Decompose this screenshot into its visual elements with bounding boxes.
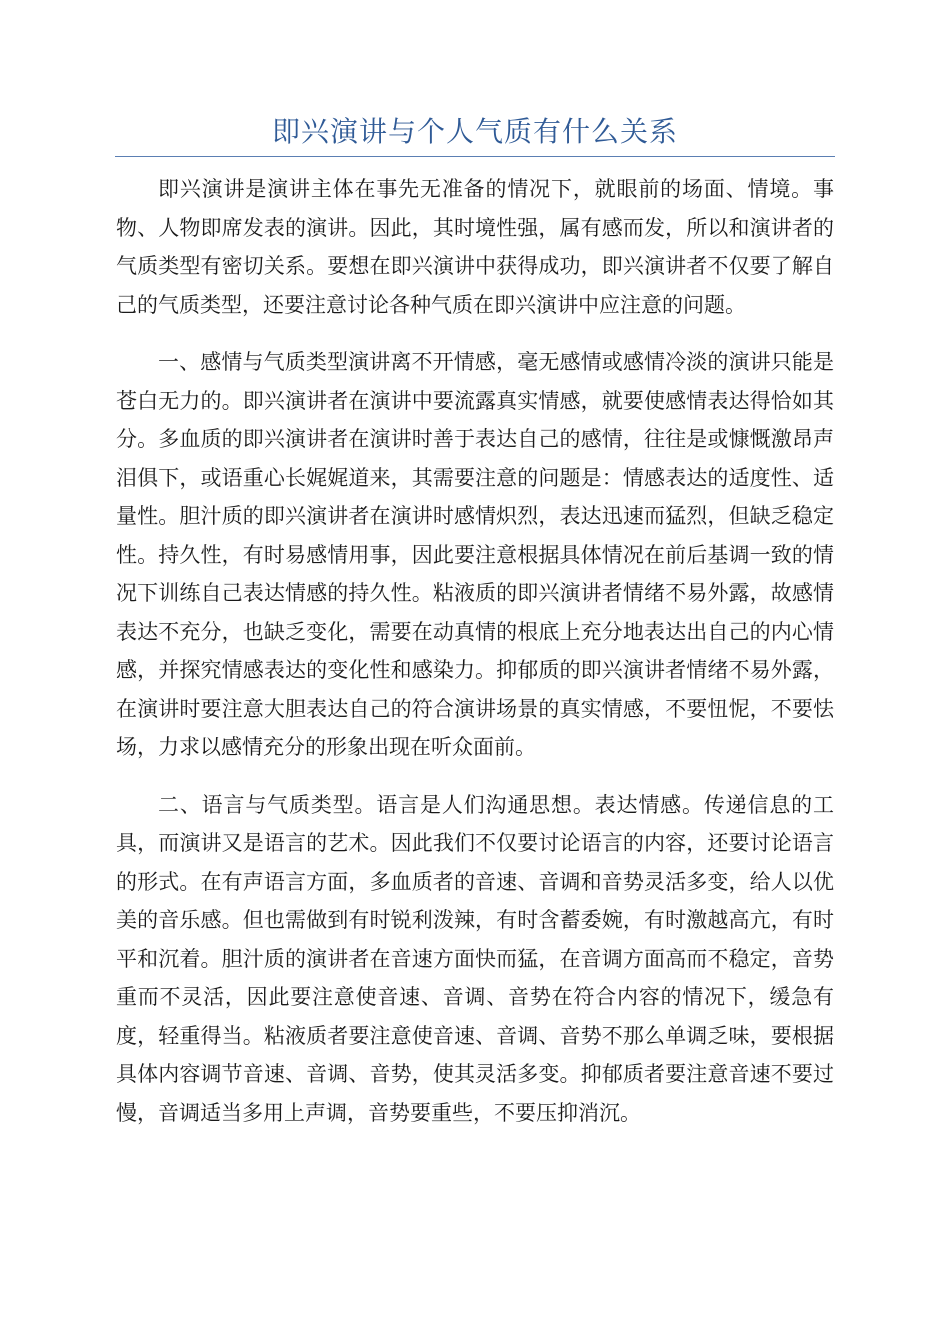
page-title: 即兴演讲与个人气质有什么关系 <box>271 115 678 148</box>
paragraph-emotion: 一、感情与气质类型演讲离不开情感，毫无感情或感情冷淡的演讲只能是苍白无力的。即兴演讲者在演讲中要流露真实情感，就要使感情表达得恰如其分。多血质的即兴演讲者在演讲时善于表达自己的感情，往往是或慷慨激昂声泪俱下，或语重心长娓娓道来，其需要注意的问题是：情感表达的适度性、适量性。胆汁质的即兴演讲者在演讲时感情炽烈，表达迅速而猛烈，但缺乏稳定性。持久性，有时易感情用事，因此要注意根据具体情况在前后基调一致的情况下训练自己表达情感的持久性。粘液质的即兴演讲者情绪不易外露，故感情表达不充分，也缺乏变化，需要在动真情的根底上充分地表达出自己的内心情感，并探究情感表达的变化性和感染力。抑郁质的即兴演讲者情绪不易外露，在演讲时要注意大胆表达自己的符合演讲场景的真实情感，不要忸怩，不要怯场，力求以感情充分的形象出现在听众面前。 <box>116 350 834 759</box>
title-bar <box>115 112 835 157</box>
document-body <box>116 170 834 1151</box>
paragraph-language: 二、语言与气质类型。语言是人们沟通思想。表达情感。传递信息的工具，而演讲又是语言的艺术。因此我们不仅要讨论语言的内容，还要讨论语言的形式。在有声语言方面，多血质者的音速、音调和音势灵活多变，给人以优美的音乐感。但也需做到有时锐利泼辣，有时含蓄委婉，有时激越高亢，有时平和沉着。胆汁质的演讲者在音速方面快而猛，在音调方面高而不稳定，音势重而不灵活，因此要注意使音速、音调、音势在符合内容的情况下，缓急有度，轻重得当。粘液质者要注意使音速、音调、音势不那么单调乏味，要根据具体内容调节音速、音调、音势，使其灵活多变。抑郁质者要注意音速不要过慢，音调适当多用上声调，音势要重些，不要压抑消沉。 <box>116 792 834 1125</box>
paragraph-intro: 即兴演讲是演讲主体在事先无准备的情况下，就眼前的场面、情境。事物、人物即席发表的演讲。因此，其时境性强，属有感而发，所以和演讲者的气质类型有密切关系。要想在即兴演讲中获得成功，即兴演讲者不仅要了解自己的气质类型，还要注意讨论各种气质在即兴演讲中应注意的问题。 <box>116 177 834 317</box>
